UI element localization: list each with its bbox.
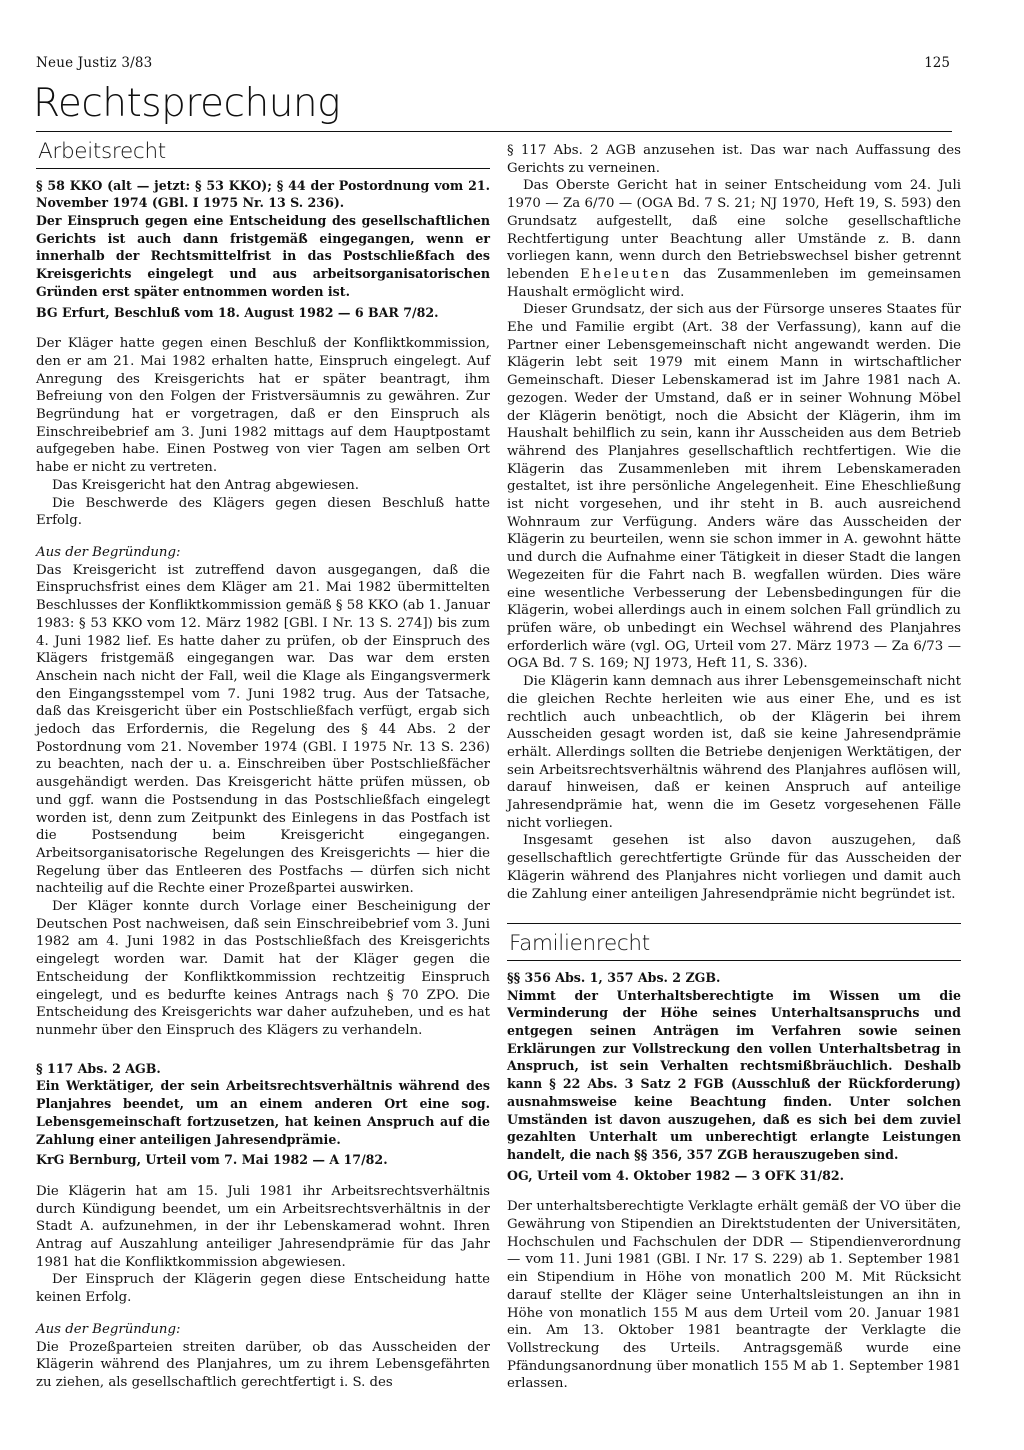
running-header-journal: Neue Justiz 3/83	[36, 55, 153, 71]
case2-court: KrG Bernburg, Urteil vom 7. Mai 1982 — A 17/82.	[36, 1152, 388, 1168]
case2-para-8: Insgesamt gesehen ist also davon auszugehen, daß gesellschaftlich gerechtfertigte Gründe für das Ausscheiden der Klägerin während des Planjahres nicht vorliegen und damit auch die Zahlung einer anteiligen Jahresendprämie nicht begründet ist.	[507, 833, 961, 902]
page-number: 125	[924, 55, 950, 71]
case1-para-3: Die Beschwerde des Klägers gegen diesen Beschluß hatte Erfolg.	[36, 495, 490, 529]
section-heading-arbeitsrecht: Arbeitsrecht	[36, 136, 490, 169]
case1-para-4: Das Kreisgericht ist zutreffend davon ausgegangen, daß die Einspruchsfrist eines dem Kläger am 21. Mai 1982 übermittelten Beschlusses der Konfliktkommission gemäß § 58 KKO (ab 1. Januar 1983: § 53 KKO vom 12. März 1982 [GBl. I Nr. 13 S. 274]) bis zum 4. Juni 1982 lief. Es hatte daher zu prüfen, ob der Einspruch des Klägers fristgemäß eingegangen war. Das war dem ersten Anschein nach nicht der Fall, weil die Klage als Eingangsvermerk den Eingangsstempel vom 7. Juni 1982 trug. Aus der Tatsache, daß das Kreisgericht über ein Postschließfach verfügt, ergab sich jedoch das Erfordernis, die Regelung des § 44 Abs. 2 der Postordnung vom 21. November 1974 (GBl. I 1975 Nr. 13 S. 236) zu beachten, nach der u. a. Einschreiben über Postschließfächer ausgehändigt werden. Das Kreisgericht hätte prüfen müssen, ob und ggf. wann die Postsendung in das Postschließfach eingelegt worden ist, denn zum Zeitpunkt des Einlegens in das Postfach ist die Postsendung beim Kreisgericht eingegangen. Arbeitsorganisatorische Regelungen des Kreisgerichts — hier die Regelung über das Entleeren des Postfachs — dürfen sich nicht nachteilig auf die Rechte einer Prozeßpartei auswirken.	[36, 562, 490, 897]
case2-norms: § 117 Abs. 2 AGB.	[36, 1060, 161, 1076]
case2-para-7: Die Klägerin kann demnach aus ihrer Lebensgemeinschaft nicht die gleichen Rechte herleiten wie aus einer Ehe, und es ist rechtlich auch unbeachtlich, ob der Klägerin bei ihrem Ausscheiden gesagt worden ist, daß sie keine Jahresendprämie erhält. Allerdings sollten die Betriebe denjenigen Werktätigen, der sein Arbeitsrechtsverhältnis während des Planjahres auflösen will, darauf hinweisen, daß er keinen Anspruch auf anteilige Jahresendprämie hat, wenn die im Gesetz vorgesehenen Fälle nicht vorliegen.	[507, 674, 961, 831]
case2-para-5-end: das Zusammenleben im gemeinsamen Haushalt ermöglicht wird.	[507, 266, 962, 300]
case2-reasons-label: Aus der Begründung:	[36, 1321, 181, 1337]
case1-headnote: Der Einspruch gegen eine Entscheidung des gesellschaftlichen Gerichts ist auch dann fristgemäß eingegangen, wenn er innerhalb der Rechtsmittelfrist in das Postschließfach des Kreisgerichts eingelegt und aus arbeitsorganisatorischen Gründen erst später entnommen worden ist.	[36, 213, 490, 299]
page-title: Rechtsprechung	[33, 81, 341, 126]
case2-para-4: § 117 Abs. 2 AGB anzusehen ist. Das war nach Auffassung des Gerichts zu verneinen.	[507, 143, 961, 176]
case2-para-6: Dieser Grundsatz, der sich aus der Fürsorge unseres Staates für Ehe und Familie ergibt (Art. 38 der Verfassung), kann auf die Partner einer Lebensgemeinschaft nicht angewandt werden. Die Klägerin lebt seit 1979 mit einem Mann in wirtschaftlicher Gemeinschaft. Dieser Lebenskamerad ist im Jahre 1981 nach A. gezogen. Weder der Umstand, daß er in seiner Wohnung Möbel der Klägerin benötigt, noch die Absicht der Klägerin, ihm im Haushalt behilflich zu sein, kann ihr Ausscheiden aus dem Betrieb während des Planjahres gesellschaftlich rechtfertigen. Wie die Klägerin das Zusammenleben mit ihrem Lebenskameraden gestaltet, ist ihre persönliche Angelegenheit. Eine Eheschließung ist nicht vorgesehen, und ihr steht in B. auch ausreichend Wohnraum zur Verfügung. Anders wäre das Ausscheiden der Klägerin zu beurteilen, wenn sie schon immer in A. gewohnt hätte und durch die Aufnahme einer Tätigkeit in dieser Stadt die langen Wegezeiten für die Fahrt nach B. wegfallen würden. Dies wäre eine wesentliche Verbesserung der Lebensbedingungen für die Klägerin, wobei allerdings auch in einem solchen Fall gründlich zu prüfen wäre, ob unbedingt ein Wechsel während des Planjahres erforderlich wäre (vgl. OG, Urteil vom 27. März 1973 — Za 6/73 — OGA Bd. 7 S. 169; NJ 1973, Heft 11, S. 336).	[507, 302, 961, 672]
case2-para-1: Die Klägerin hat am 15. Juli 1981 ihr Arbeitsrechtsverhältnis durch Kündigung beendet, um ein Arbeitsrechtsverhältnis in der Stadt A. aufzunehmen, in der ihr Lebenskamerad wohnt. Ihren Antrag auf Auszahlung anteiliger Jahresendprämie für das Jahr 1981 hat die Konfliktkommission abgewiesen.	[36, 1183, 490, 1270]
case1-reasons-label: Aus der Begründung:	[36, 545, 181, 560]
case1-para-2: Das Kreisgericht hat den Antrag abgewiesen.	[52, 477, 360, 493]
left-column	[36, 136, 490, 1392]
case3-norms: §§ 356 Abs. 1, 357 Abs. 2 ZGB.	[507, 969, 721, 985]
case3-court: OG, Urteil vom 4. Oktober 1982 — 3 OFK 31/82.	[507, 1167, 844, 1183]
spaced-word-eheleuten: Eheleuten	[580, 266, 673, 282]
case1-norms: § 58 KKO (alt — jetzt: § 53 KKO); § 44 der Postordnung vom 21. November 1974 (GBl. I 1975 Nr. 13 S. 236).	[36, 177, 490, 211]
case2-para-2: Der Einspruch der Klägerin gegen diese Entscheidung hatte keinen Erfolg.	[36, 1272, 490, 1306]
case2-para-3: Die Prozeßparteien streiten darüber, ob das Ausscheiden der Klägerin während des Planjahres, um zu ihrem Lebensgefährten zu ziehen, als gesellschaftlich gerechtfertigt i. S. des	[36, 1339, 490, 1390]
case3-headnote: Nimmt der Unterhaltsberechtigte im Wissen um die Verminderung der Höhe seines Unterhaltsanspruchs und entgegen seinen Anträgen im Verfahren sowie seinen Erklärungen zur Vollstreckung den vollen Unterhaltsbetrag in Anspruch, ist sein Verhalten rechtsmißbräuchlich. Deshalb kann § 22 Abs. 3 Satz 2 FGB (Ausschluß der Rückforderung) ausnahmsweise keine Beachtung finden. Unter solchen Umständen ist davon auszugehen, daß es sich bei dem zuviel gezahlten Unterhalt um unberechtigt erlangte Leistungen handelt, die nach §§ 356, 357 ZGB herauszugeben sind.	[507, 987, 961, 1162]
case1-para-1: Der Kläger hatte gegen einen Beschluß der Konfliktkommission, den er am 21. Mai 1982 erhalten hatte, Einspruch eingelegt. Auf Anregung des Kreisgerichts hat er später beantragt, ihm Befreiung von den Folgen der Fristversäumnis zu gewähren. Zur Begründung hat er vorgetragen, daß er den Einspruch als Einschreibebrief am 3. Juni 1982 mittags auf dem Hauptpostamt aufgegeben habe. Einen Postweg von vier Tagen am selben Ort habe er nicht zu vertreten.	[36, 336, 490, 476]
right-column	[507, 136, 961, 1393]
case1-court: BG Erfurt, Beschluß vom 18. August 1982 — 6 BAR 7/82.	[36, 304, 439, 320]
case1-para-5: Der Kläger konnte durch Vorlage einer Bescheinigung der Deutschen Post nachweisen, daß sein Einschreibebrief vom 3. Juni 1982 am 4. Juni 1982 in das Postschließfach des Kreisgerichts eingelegt worden war. Damit hat der Kläger gegen die Entscheidung der Konfliktkommission rechtzeitig Einspruch eingelegt, und es bedurfte keines Antrags nach § 70 ZPO. Die Entscheidung des Kreisgerichts war daher aufzuheben, und es hat nunmehr über den Einspruch des Klägers zu verhandeln.	[36, 899, 490, 1038]
section-heading-familienrecht: Familienrecht	[507, 923, 961, 961]
case3-para-1: Der unterhaltsberechtigte Verklagte erhält gemäß der VO über die Gewährung von Stipendien an Direktstudenten der Universitäten, Hochschulen und Fachschulen der DDR — Stipendienverordnung — vom 11. Juni 1981 (GBl. I Nr. 17 S. 229) ab 1. September 1981 ein Stipendium in Höhe von monatlich 200 M. Mit Rücksicht darauf stellte der Kläger seine Unterhaltsleistungen an ihn in Höhe von monatlich 155 M aus dem Urteil vom 20. Januar 1981 ein. Am 13. Oktober 1981 beantragte der Verklagte die Vollstreckung des Urteils. Antragsgemäß wurde eine Pfändungsanordnung über monatlich 155 M ab 1. September 1981 erlassen.	[507, 1199, 961, 1392]
title-rule	[36, 131, 952, 132]
case2-para-5-start: Das Oberste Gericht hat in seiner Entscheidung vom 24. Juli 1970 — Za 6/70 — (OGA Bd. 7 S. 21; NJ 1970, Heft 19, S. 593) den Grundsatz aufgestellt, daß eine solche gesellschaftliche Rechtfertigung unter Beachtung aller Umstände z. B. dann vorliegen kann, wenn durch den Betriebswechsel bisher getrennt lebenden	[507, 178, 961, 282]
case2-para-5	[507, 177, 961, 301]
case2-headnote: Ein Werktätiger, der sein Arbeitsrechtsverhältnis während des Planjahres beendet, um an einem anderen Ort eine sog. Lebensgemeinschaft fortzusetzen, hat keinen Anspruch auf die Zahlung einer anteiligen Jahresendprämie.	[36, 1078, 490, 1147]
